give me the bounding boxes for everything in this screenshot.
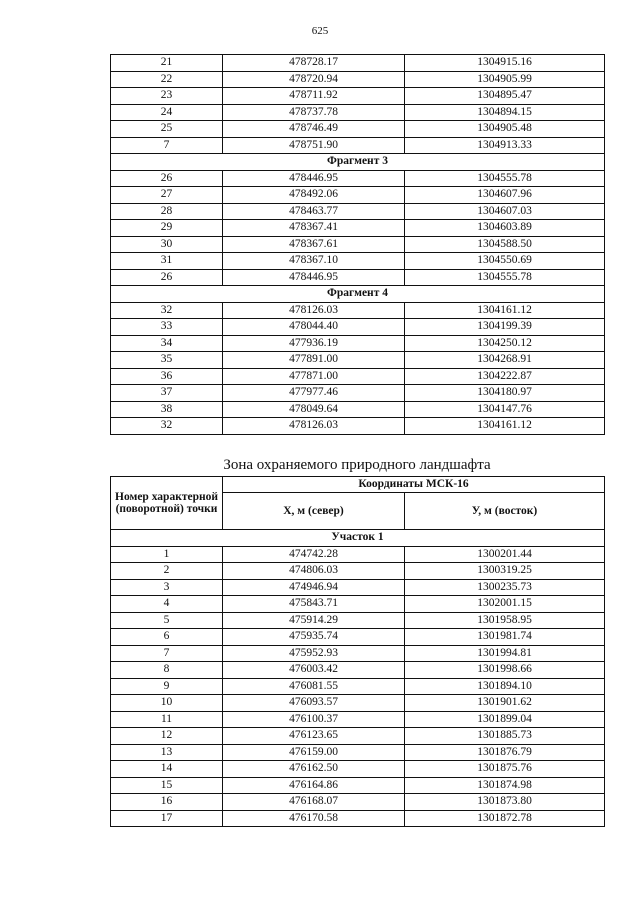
- y-coordinate-cell: 1300201.44: [405, 546, 605, 563]
- x-coordinate-cell: 475843.71: [223, 596, 405, 613]
- x-coordinate-cell: 476123.65: [223, 728, 405, 745]
- table-row: [111, 546, 605, 563]
- table-row: [111, 728, 605, 745]
- x-coordinate-cell: 478446.95: [223, 170, 405, 187]
- point-number-cell: 36: [111, 368, 223, 385]
- x-coordinate-cell: 478720.94: [223, 71, 405, 88]
- point-number-cell: 12: [111, 728, 223, 745]
- x-coordinate-cell: 478126.03: [223, 302, 405, 319]
- x-coordinate-cell: 478737.78: [223, 104, 405, 121]
- table-row: [111, 269, 605, 286]
- table-row: [111, 137, 605, 154]
- point-number-cell: 13: [111, 744, 223, 761]
- zone-coordinates-table: [110, 476, 605, 827]
- y-coordinate-cell: 1301876.79: [405, 744, 605, 761]
- table-row: [111, 563, 605, 580]
- table-row: [111, 418, 605, 435]
- point-number-cell: 32: [111, 418, 223, 435]
- y-coordinate-cell: 1301998.66: [405, 662, 605, 679]
- table-row: [111, 236, 605, 253]
- header-coordinates: Координаты МСК-16: [223, 477, 605, 493]
- x-coordinate-cell: 476093.57: [223, 695, 405, 712]
- table-row: [111, 579, 605, 596]
- table-row: [111, 104, 605, 121]
- y-coordinate-cell: 1304161.12: [405, 302, 605, 319]
- table-row: [111, 794, 605, 811]
- table-row: [111, 645, 605, 662]
- y-coordinate-cell: 1304250.12: [405, 335, 605, 352]
- point-number-cell: 15: [111, 777, 223, 794]
- point-number-cell: 10: [111, 695, 223, 712]
- point-number-cell: 14: [111, 761, 223, 778]
- x-coordinate-cell: 478711.92: [223, 88, 405, 105]
- table-row: [111, 253, 605, 270]
- y-coordinate-cell: 1304199.39: [405, 319, 605, 336]
- fragment-label: Фрагмент 4: [111, 286, 605, 303]
- fragment-heading-row: [111, 286, 605, 303]
- x-coordinate-cell: 478367.10: [223, 253, 405, 270]
- table-row: [111, 302, 605, 319]
- y-coordinate-cell: 1304607.03: [405, 203, 605, 220]
- y-coordinate-cell: 1302001.15: [405, 596, 605, 613]
- table-row: [111, 203, 605, 220]
- y-coordinate-cell: 1304222.87: [405, 368, 605, 385]
- point-number-cell: 22: [111, 71, 223, 88]
- y-coordinate-cell: 1304895.47: [405, 88, 605, 105]
- table-row: [111, 596, 605, 613]
- y-coordinate-cell: 1301894.10: [405, 678, 605, 695]
- y-coordinate-cell: 1304607.96: [405, 187, 605, 204]
- x-coordinate-cell: 476159.00: [223, 744, 405, 761]
- table-row: [111, 88, 605, 105]
- x-coordinate-cell: 477891.00: [223, 352, 405, 369]
- x-coordinate-cell: 478044.40: [223, 319, 405, 336]
- y-coordinate-cell: 1304905.48: [405, 121, 605, 138]
- table-row: [111, 711, 605, 728]
- header-point-number: Номер характерной (поворотной) точки: [111, 477, 223, 530]
- point-number-cell: 35: [111, 352, 223, 369]
- x-coordinate-cell: 475935.74: [223, 629, 405, 646]
- y-coordinate-cell: 1304161.12: [405, 418, 605, 435]
- page-number: 625: [311, 25, 329, 37]
- x-coordinate-cell: 477977.46: [223, 385, 405, 402]
- table-row: [111, 629, 605, 646]
- x-coordinate-cell: 476164.86: [223, 777, 405, 794]
- point-number-cell: 25: [111, 121, 223, 138]
- x-coordinate-cell: 478463.77: [223, 203, 405, 220]
- table-row: [111, 744, 605, 761]
- coordinates-table-continued: [110, 54, 605, 435]
- point-number-cell: 37: [111, 385, 223, 402]
- x-coordinate-cell: 478746.49: [223, 121, 405, 138]
- y-coordinate-cell: 1304555.78: [405, 269, 605, 286]
- point-number-cell: 8: [111, 662, 223, 679]
- point-number-cell: 32: [111, 302, 223, 319]
- point-number-cell: 5: [111, 612, 223, 629]
- table-row: [111, 187, 605, 204]
- y-coordinate-cell: 1304268.91: [405, 352, 605, 369]
- point-number-cell: 11: [111, 711, 223, 728]
- table-row: [111, 777, 605, 794]
- y-coordinate-cell: 1301874.98: [405, 777, 605, 794]
- y-coordinate-cell: 1304180.97: [405, 385, 605, 402]
- y-coordinate-cell: 1304913.33: [405, 137, 605, 154]
- x-coordinate-cell: 478126.03: [223, 418, 405, 435]
- point-number-cell: 21: [111, 55, 223, 72]
- table-row: [111, 220, 605, 237]
- point-number-cell: 4: [111, 596, 223, 613]
- point-number-cell: 24: [111, 104, 223, 121]
- section-row: [111, 530, 605, 547]
- x-coordinate-cell: 477871.00: [223, 368, 405, 385]
- table-row: [111, 71, 605, 88]
- header-x: X, м (север): [223, 493, 405, 530]
- table-row: [111, 761, 605, 778]
- point-number-cell: 23: [111, 88, 223, 105]
- y-coordinate-cell: 1300235.73: [405, 579, 605, 596]
- table-row: [111, 335, 605, 352]
- point-number-cell: 1: [111, 546, 223, 563]
- point-number-cell: 31: [111, 253, 223, 270]
- point-number-cell: 26: [111, 170, 223, 187]
- x-coordinate-cell: 476081.55: [223, 678, 405, 695]
- point-number-cell: 30: [111, 236, 223, 253]
- point-number-cell: 29: [111, 220, 223, 237]
- y-coordinate-cell: 1304915.16: [405, 55, 605, 72]
- x-coordinate-cell: 476162.50: [223, 761, 405, 778]
- y-coordinate-cell: 1301899.04: [405, 711, 605, 728]
- x-coordinate-cell: 478728.17: [223, 55, 405, 72]
- y-coordinate-cell: 1301958.95: [405, 612, 605, 629]
- table-row: [111, 170, 605, 187]
- y-coordinate-cell: 1301873.80: [405, 794, 605, 811]
- point-number-cell: 7: [111, 137, 223, 154]
- x-coordinate-cell: 475914.29: [223, 612, 405, 629]
- y-coordinate-cell: 1304588.50: [405, 236, 605, 253]
- x-coordinate-cell: 474742.28: [223, 546, 405, 563]
- y-coordinate-cell: 1301885.73: [405, 728, 605, 745]
- point-number-cell: 38: [111, 401, 223, 418]
- y-coordinate-cell: 1304894.15: [405, 104, 605, 121]
- y-coordinate-cell: 1301994.81: [405, 645, 605, 662]
- y-coordinate-cell: 1304555.78: [405, 170, 605, 187]
- point-number-cell: 28: [111, 203, 223, 220]
- table-row: [111, 55, 605, 72]
- table-row: [111, 695, 605, 712]
- table-row: [111, 810, 605, 827]
- x-coordinate-cell: 476003.42: [223, 662, 405, 679]
- point-number-cell: 33: [111, 319, 223, 336]
- table-row: [111, 385, 605, 402]
- table-row: [111, 368, 605, 385]
- table-row: [111, 121, 605, 138]
- section-label: Участок 1: [111, 530, 605, 547]
- y-coordinate-cell: 1304147.76: [405, 401, 605, 418]
- x-coordinate-cell: 478751.90: [223, 137, 405, 154]
- x-coordinate-cell: 478367.61: [223, 236, 405, 253]
- y-coordinate-cell: 1301875.76: [405, 761, 605, 778]
- y-coordinate-cell: 1300319.25: [405, 563, 605, 580]
- x-coordinate-cell: 478049.64: [223, 401, 405, 418]
- y-coordinate-cell: 1304603.89: [405, 220, 605, 237]
- y-coordinate-cell: 1301981.74: [405, 629, 605, 646]
- x-coordinate-cell: 476168.07: [223, 794, 405, 811]
- point-number-cell: 9: [111, 678, 223, 695]
- fragment-heading-row: [111, 154, 605, 171]
- point-number-cell: 6: [111, 629, 223, 646]
- point-number-cell: 26: [111, 269, 223, 286]
- x-coordinate-cell: 475952.93: [223, 645, 405, 662]
- x-coordinate-cell: 476100.37: [223, 711, 405, 728]
- table-row: [111, 662, 605, 679]
- x-coordinate-cell: 474946.94: [223, 579, 405, 596]
- x-coordinate-cell: 474806.03: [223, 563, 405, 580]
- point-number-cell: 7: [111, 645, 223, 662]
- table-row: [111, 678, 605, 695]
- x-coordinate-cell: 478367.41: [223, 220, 405, 237]
- header-y: У, м (восток): [405, 493, 605, 530]
- y-coordinate-cell: 1301901.62: [405, 695, 605, 712]
- table-row: [111, 401, 605, 418]
- table-row: [111, 612, 605, 629]
- y-coordinate-cell: 1301872.78: [405, 810, 605, 827]
- zone-title: Зона охраняемого природного ландшафта: [223, 457, 491, 473]
- x-coordinate-cell: 477936.19: [223, 335, 405, 352]
- fragment-label: Фрагмент 3: [111, 154, 605, 171]
- x-coordinate-cell: 476170.58: [223, 810, 405, 827]
- point-number-cell: 17: [111, 810, 223, 827]
- point-number-cell: 16: [111, 794, 223, 811]
- point-number-cell: 34: [111, 335, 223, 352]
- table-row: [111, 319, 605, 336]
- point-number-cell: 2: [111, 563, 223, 580]
- point-number-cell: 3: [111, 579, 223, 596]
- x-coordinate-cell: 478446.95: [223, 269, 405, 286]
- y-coordinate-cell: 1304550.69: [405, 253, 605, 270]
- table-row: [111, 352, 605, 369]
- point-number-cell: 27: [111, 187, 223, 204]
- x-coordinate-cell: 478492.06: [223, 187, 405, 204]
- y-coordinate-cell: 1304905.99: [405, 71, 605, 88]
